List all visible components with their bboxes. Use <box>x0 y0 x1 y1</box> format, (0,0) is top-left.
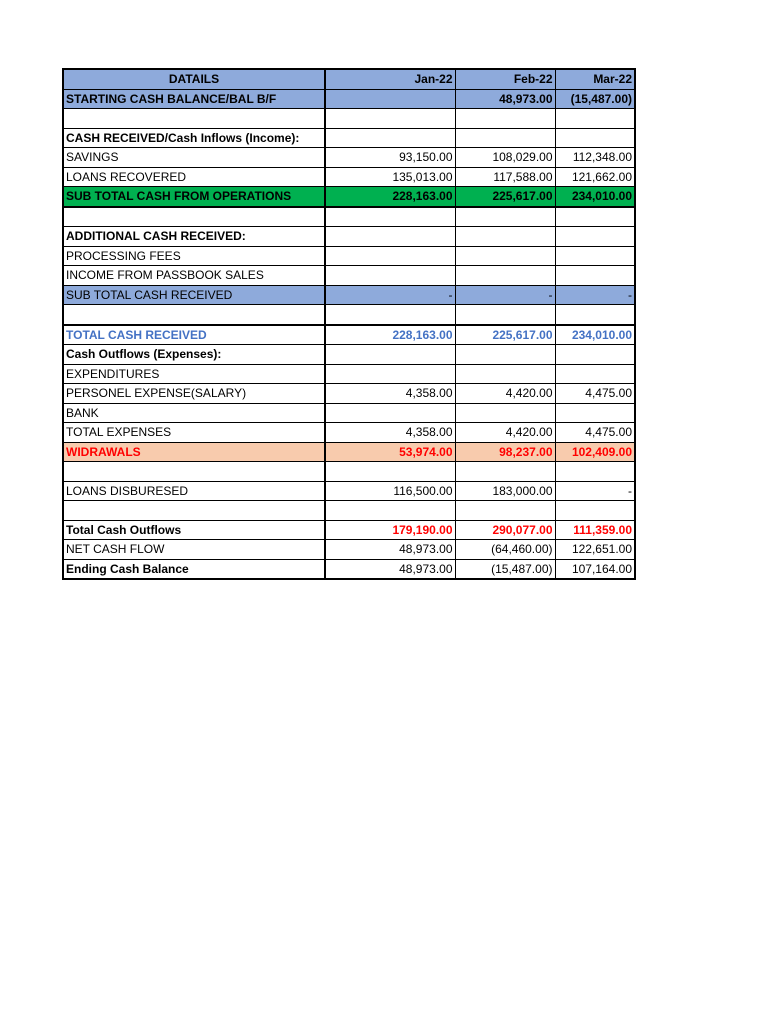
table-row <box>63 540 635 560</box>
value-cell[interactable] <box>455 109 555 129</box>
value-cell[interactable]: 107,164.00 <box>555 559 635 579</box>
table-row <box>63 403 635 423</box>
table-row <box>63 266 635 286</box>
value-cell[interactable] <box>455 462 555 482</box>
row-label-cell[interactable]: Ending Cash Balance <box>63 559 325 579</box>
table-row <box>63 462 635 482</box>
table-row <box>63 187 635 207</box>
table-row <box>63 207 635 227</box>
row-label-cell[interactable]: Total Cash Outflows <box>63 520 325 540</box>
value-cell[interactable] <box>455 364 555 384</box>
value-cell[interactable]: 4,420.00 <box>455 384 555 404</box>
row-label-cell[interactable]: BANK <box>63 403 325 423</box>
table-row <box>63 481 635 501</box>
header-month-cell[interactable]: Jan-22 <box>325 69 455 89</box>
header-month-cell[interactable]: Feb-22 <box>455 69 555 89</box>
row-label-cell[interactable]: EXPENDITURES <box>63 364 325 384</box>
table-row <box>63 148 635 168</box>
value-cell[interactable] <box>555 207 635 227</box>
value-cell[interactable]: 4,358.00 <box>325 423 455 443</box>
row-label-cell[interactable] <box>63 501 325 521</box>
value-cell[interactable]: 225,617.00 <box>455 325 555 345</box>
value-cell[interactable]: 117,588.00 <box>455 167 555 187</box>
value-cell[interactable] <box>455 501 555 521</box>
value-cell[interactable] <box>325 462 455 482</box>
value-cell[interactable]: 228,163.00 <box>325 325 455 345</box>
value-cell[interactable] <box>325 305 455 325</box>
value-cell[interactable]: 290,077.00 <box>455 520 555 540</box>
value-cell[interactable] <box>455 128 555 148</box>
value-cell[interactable] <box>555 305 635 325</box>
table-row <box>63 520 635 540</box>
table-row <box>63 364 635 384</box>
table-row <box>63 345 635 365</box>
table-row <box>63 325 635 345</box>
table-row <box>63 109 635 129</box>
value-cell[interactable]: 234,010.00 <box>555 325 635 345</box>
row-label-cell[interactable]: LOANS DISBURESED <box>63 481 325 501</box>
value-cell[interactable]: 102,409.00 <box>555 442 635 462</box>
value-cell[interactable] <box>325 207 455 227</box>
value-cell[interactable]: 4,420.00 <box>455 423 555 443</box>
value-cell[interactable]: 112,348.00 <box>555 148 635 168</box>
table-row <box>63 384 635 404</box>
row-label-cell[interactable]: SAVINGS <box>63 148 325 168</box>
value-cell[interactable]: 98,237.00 <box>455 442 555 462</box>
value-cell[interactable] <box>555 345 635 365</box>
value-cell[interactable]: 116,500.00 <box>325 481 455 501</box>
value-cell[interactable]: - <box>325 285 455 305</box>
value-cell[interactable] <box>555 246 635 266</box>
table-row <box>63 305 635 325</box>
header-month-cell[interactable]: Mar-22 <box>555 69 635 89</box>
value-cell[interactable]: - <box>555 285 635 305</box>
row-label-cell[interactable]: NET CASH FLOW <box>63 540 325 560</box>
header-row <box>63 69 635 89</box>
value-cell[interactable] <box>455 345 555 365</box>
value-cell[interactable] <box>325 266 455 286</box>
value-cell[interactable]: 111,359.00 <box>555 520 635 540</box>
value-cell[interactable]: 108,029.00 <box>455 148 555 168</box>
value-cell[interactable]: 122,651.00 <box>555 540 635 560</box>
row-label-cell[interactable]: PROCESSING FEES <box>63 246 325 266</box>
row-label-cell[interactable] <box>63 305 325 325</box>
row-label-cell[interactable]: ADDITIONAL CASH RECEIVED: <box>63 227 325 247</box>
cash-flow-table <box>62 68 636 580</box>
row-label-cell[interactable]: PERSONEL EXPENSE(SALARY) <box>63 384 325 404</box>
value-cell[interactable]: (64,460.00) <box>455 540 555 560</box>
row-label-cell[interactable]: SUB TOTAL CASH FROM OPERATIONS <box>63 187 325 207</box>
value-cell[interactable]: 4,475.00 <box>555 423 635 443</box>
value-cell[interactable] <box>325 501 455 521</box>
row-label-cell[interactable]: INCOME FROM PASSBOOK SALES <box>63 266 325 286</box>
value-cell[interactable]: 121,662.00 <box>555 167 635 187</box>
row-label-cell[interactable]: WIDRAWALS <box>63 442 325 462</box>
value-cell[interactable] <box>555 266 635 286</box>
value-cell[interactable] <box>555 403 635 423</box>
row-label-cell[interactable]: STARTING CASH BALANCE/BAL B/F <box>63 89 325 109</box>
value-cell[interactable]: 135,013.00 <box>325 167 455 187</box>
value-cell[interactable] <box>555 109 635 129</box>
value-cell[interactable] <box>455 207 555 227</box>
header-details-cell[interactable]: DATAILS <box>63 69 325 89</box>
row-label-cell[interactable] <box>63 462 325 482</box>
value-cell[interactable] <box>325 128 455 148</box>
value-cell[interactable] <box>325 403 455 423</box>
value-cell[interactable]: 234,010.00 <box>555 187 635 207</box>
row-label-cell[interactable]: TOTAL EXPENSES <box>63 423 325 443</box>
row-label-cell[interactable]: Cash Outflows (Expenses): <box>63 345 325 365</box>
value-cell[interactable]: 183,000.00 <box>455 481 555 501</box>
value-cell[interactable]: 4,475.00 <box>555 384 635 404</box>
table-row <box>63 128 635 148</box>
value-cell[interactable]: (15,487.00) <box>555 89 635 109</box>
value-cell[interactable] <box>455 246 555 266</box>
row-label-cell[interactable] <box>63 109 325 129</box>
value-cell[interactable]: - <box>455 285 555 305</box>
value-cell[interactable] <box>455 403 555 423</box>
table-row <box>63 227 635 247</box>
value-cell[interactable]: 93,150.00 <box>325 148 455 168</box>
table-row <box>63 423 635 443</box>
value-cell[interactable] <box>555 462 635 482</box>
value-cell[interactable]: 53,974.00 <box>325 442 455 462</box>
value-cell[interactable] <box>325 109 455 129</box>
value-cell[interactable] <box>555 227 635 247</box>
table-row <box>63 246 635 266</box>
value-cell[interactable] <box>555 128 635 148</box>
value-cell[interactable] <box>555 501 635 521</box>
value-cell[interactable]: - <box>555 481 635 501</box>
row-label-cell[interactable]: TOTAL CASH RECEIVED <box>63 325 325 345</box>
value-cell[interactable]: 48,973.00 <box>325 559 455 579</box>
value-cell[interactable]: 225,617.00 <box>455 187 555 207</box>
table-row <box>63 167 635 187</box>
value-cell[interactable]: (15,487.00) <box>455 559 555 579</box>
value-cell[interactable]: 4,358.00 <box>325 384 455 404</box>
value-cell[interactable]: 48,973.00 <box>455 89 555 109</box>
table-row <box>63 285 635 305</box>
value-cell[interactable] <box>455 305 555 325</box>
value-cell[interactable] <box>455 266 555 286</box>
row-label-cell[interactable]: CASH RECEIVED/Cash Inflows (Income): <box>63 128 325 148</box>
table-row <box>63 89 635 109</box>
table-row <box>63 559 635 579</box>
value-cell[interactable] <box>325 227 455 247</box>
row-label-cell[interactable] <box>63 207 325 227</box>
value-cell[interactable] <box>325 345 455 365</box>
row-label-cell[interactable]: LOANS RECOVERED <box>63 167 325 187</box>
row-label-cell[interactable]: SUB TOTAL CASH RECEIVED <box>63 285 325 305</box>
value-cell[interactable] <box>325 89 455 109</box>
value-cell[interactable] <box>555 364 635 384</box>
value-cell[interactable]: 228,163.00 <box>325 187 455 207</box>
value-cell[interactable] <box>325 364 455 384</box>
value-cell[interactable] <box>455 227 555 247</box>
table-row <box>63 501 635 521</box>
table-row <box>63 442 635 462</box>
value-cell[interactable]: 48,973.00 <box>325 540 455 560</box>
value-cell[interactable]: 179,190.00 <box>325 520 455 540</box>
value-cell[interactable] <box>325 246 455 266</box>
